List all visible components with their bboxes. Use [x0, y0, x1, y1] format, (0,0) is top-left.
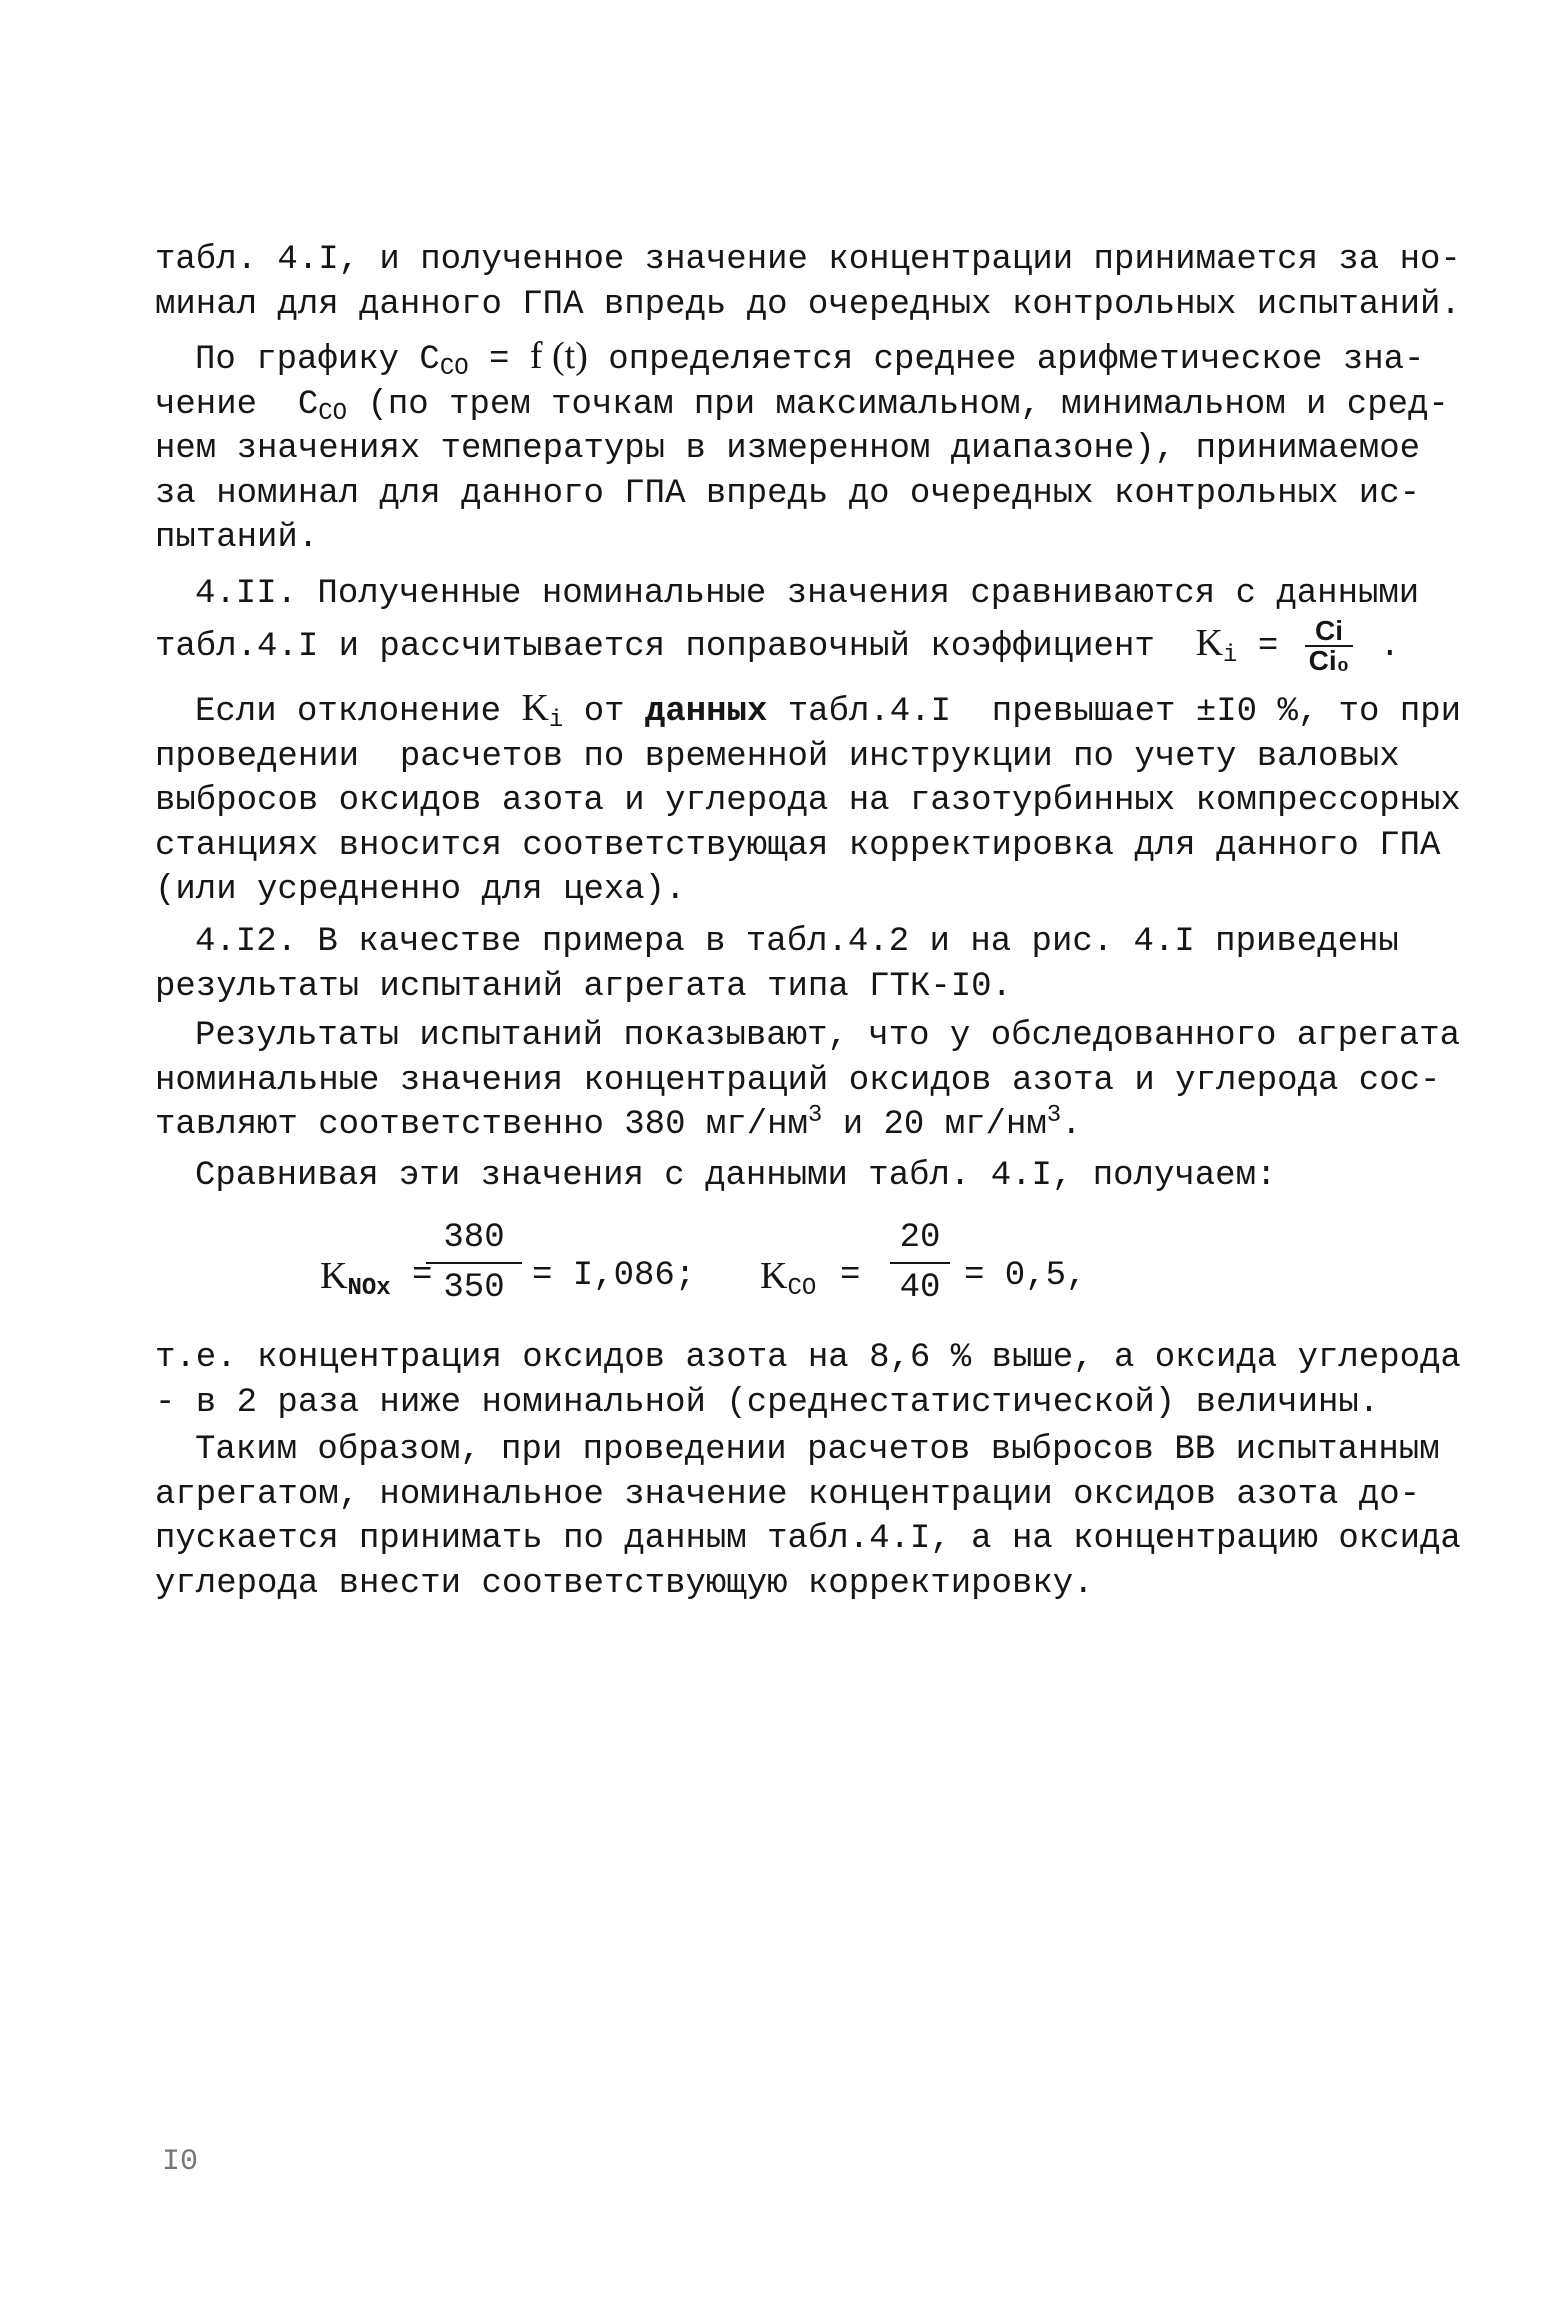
text-line: пытаний.: [155, 519, 319, 557]
k-nox-symbol: [320, 1254, 391, 1303]
text-line: выбросов оксидов азота и углерода на газотурбинных компрессорных: [155, 782, 1461, 820]
text-run: =: [468, 341, 530, 379]
fraction-numerator: 380: [443, 1219, 505, 1257]
paragraph-5: [155, 920, 1415, 1009]
text-run: чение С: [155, 385, 319, 424]
paragraph-2: [155, 334, 1449, 561]
subscript: i: [548, 707, 564, 734]
paragraph-3: [155, 572, 1420, 676]
text-run: (по трем точкам при максимальном, минимальном и сред-: [347, 385, 1449, 424]
subscript: NOx: [347, 1275, 391, 1302]
text-line: проведении расчетов по временной инструкции по учету валовых: [155, 737, 1400, 776]
text-run: =: [1237, 627, 1299, 666]
text-run: По графику С: [195, 341, 440, 379]
subscript: CO: [439, 355, 469, 382]
text-line: [155, 686, 1462, 735]
text-line: агрегатом, номинальное значение концентрации оксидов азота до-: [155, 1475, 1421, 1514]
fraction-co: [890, 1218, 950, 1308]
paragraph-4: [155, 686, 1462, 913]
text-run: тавляют соответственно 380 мг/нм: [155, 1106, 808, 1144]
coefficient-fraction: [1305, 614, 1354, 676]
fraction-nox: [426, 1218, 522, 1308]
superscript: 3: [807, 1102, 823, 1129]
text-run: данных: [644, 693, 768, 731]
text-run: .: [1061, 1106, 1082, 1144]
paragraph-8: [155, 1336, 1461, 1425]
text-line: углерода внести соответствующую корректировку.: [155, 1564, 1094, 1603]
coefficient-symbol: K: [521, 687, 549, 729]
subscript: i: [1223, 641, 1238, 669]
text-line: 4.I2. В качестве примера в табл.4.2 и на рис. 4.I приведены: [195, 923, 1399, 961]
superscript: 3: [1046, 1102, 1062, 1129]
text-line: табл. 4.I, и полученное значение концентрации принимается за но-: [155, 241, 1461, 279]
text-line: за номинал для данного ГПА впредь до очередных контрольных ис-: [155, 474, 1421, 513]
page-number: I0: [162, 2145, 199, 2179]
equals-sign: =: [840, 1257, 861, 1295]
text-line: пускается принимать по данным табл.4.I, а на концентрацию оксида: [155, 1520, 1461, 1558]
fraction-denominator: 40: [899, 1269, 941, 1307]
text-line: [155, 1103, 1415, 1148]
subscript: CO: [787, 1275, 817, 1302]
paragraph-7: [155, 1154, 1415, 1199]
result-co: = 0,5,: [964, 1257, 1087, 1295]
fraction-numerator: 20: [899, 1219, 941, 1257]
text-run: табл.4.I и рассчитывается поправочный коэффициент: [155, 627, 1196, 666]
text-line: результаты испытаний агрегата типа ГТК-I0.: [155, 967, 1012, 1006]
k-co-symbol: [760, 1254, 816, 1303]
text-line: [155, 383, 1449, 428]
fraction-denominator: 350: [443, 1269, 505, 1307]
coefficient-symbol: K: [320, 1255, 348, 1297]
text-line: (или усредненно для цеха).: [155, 871, 686, 909]
fraction-numerator: Ci: [1305, 617, 1354, 647]
text-line: - в 2 раза ниже номинальной (среднестатистической) величины.: [155, 1383, 1380, 1422]
comparison-formula: [300, 1210, 1200, 1320]
equals-sign: =: [412, 1257, 433, 1295]
text-run: определяется среднее арифметическое зна-: [587, 341, 1425, 379]
text-line: Таким образом, при проведении расчетов выбросов ВВ испытанным: [195, 1431, 1440, 1469]
fraction-bar: [426, 1262, 522, 1264]
result-nox: = I,086;: [532, 1257, 696, 1295]
fraction-bar: [890, 1262, 950, 1264]
paragraph-9: [155, 1428, 1461, 1606]
text-line: Сравнивая эти значения с данными табл. 4.I, получаем:: [195, 1157, 1277, 1195]
text-run: и 20 мг/нм: [822, 1106, 1047, 1144]
text-line: Результаты испытаний показывают, что у обследованного агрегата: [195, 1017, 1461, 1055]
text-run: Если отклонение: [195, 693, 522, 731]
text-run: от: [563, 693, 645, 731]
paragraph-6: [155, 1014, 1461, 1148]
text-line: номинальные значения концентраций оксидов азота и углерода сос-: [155, 1061, 1441, 1100]
fraction-denominator: Ci₀: [1308, 644, 1350, 676]
paragraph-1: [155, 238, 1461, 327]
coefficient-symbol: K: [1195, 621, 1224, 664]
text-line: станциях вносится соответствующая корректировка для данного ГПА: [155, 826, 1441, 865]
text-line: [155, 614, 1415, 676]
text-line: [155, 334, 1425, 383]
text-line: минал для данного ГПА впредь до очередных контрольных испытаний.: [155, 285, 1461, 324]
text-line: т.е. концентрация оксидов азота на 8,6 % выше, а оксида углерода: [155, 1339, 1461, 1377]
coefficient-symbol: K: [760, 1255, 788, 1297]
text-run: табл.4.I превышает ±I0 %, то при: [767, 693, 1462, 731]
text-run: .: [1359, 627, 1401, 666]
text-line: нем значениях температуры в измеренном диапазоне), принимаемое: [155, 430, 1421, 468]
function-notation: f (t): [529, 335, 588, 377]
text-line: 4.II. Полученные номинальные значения сравниваются с данными: [195, 575, 1420, 613]
subscript: CO: [318, 399, 348, 427]
